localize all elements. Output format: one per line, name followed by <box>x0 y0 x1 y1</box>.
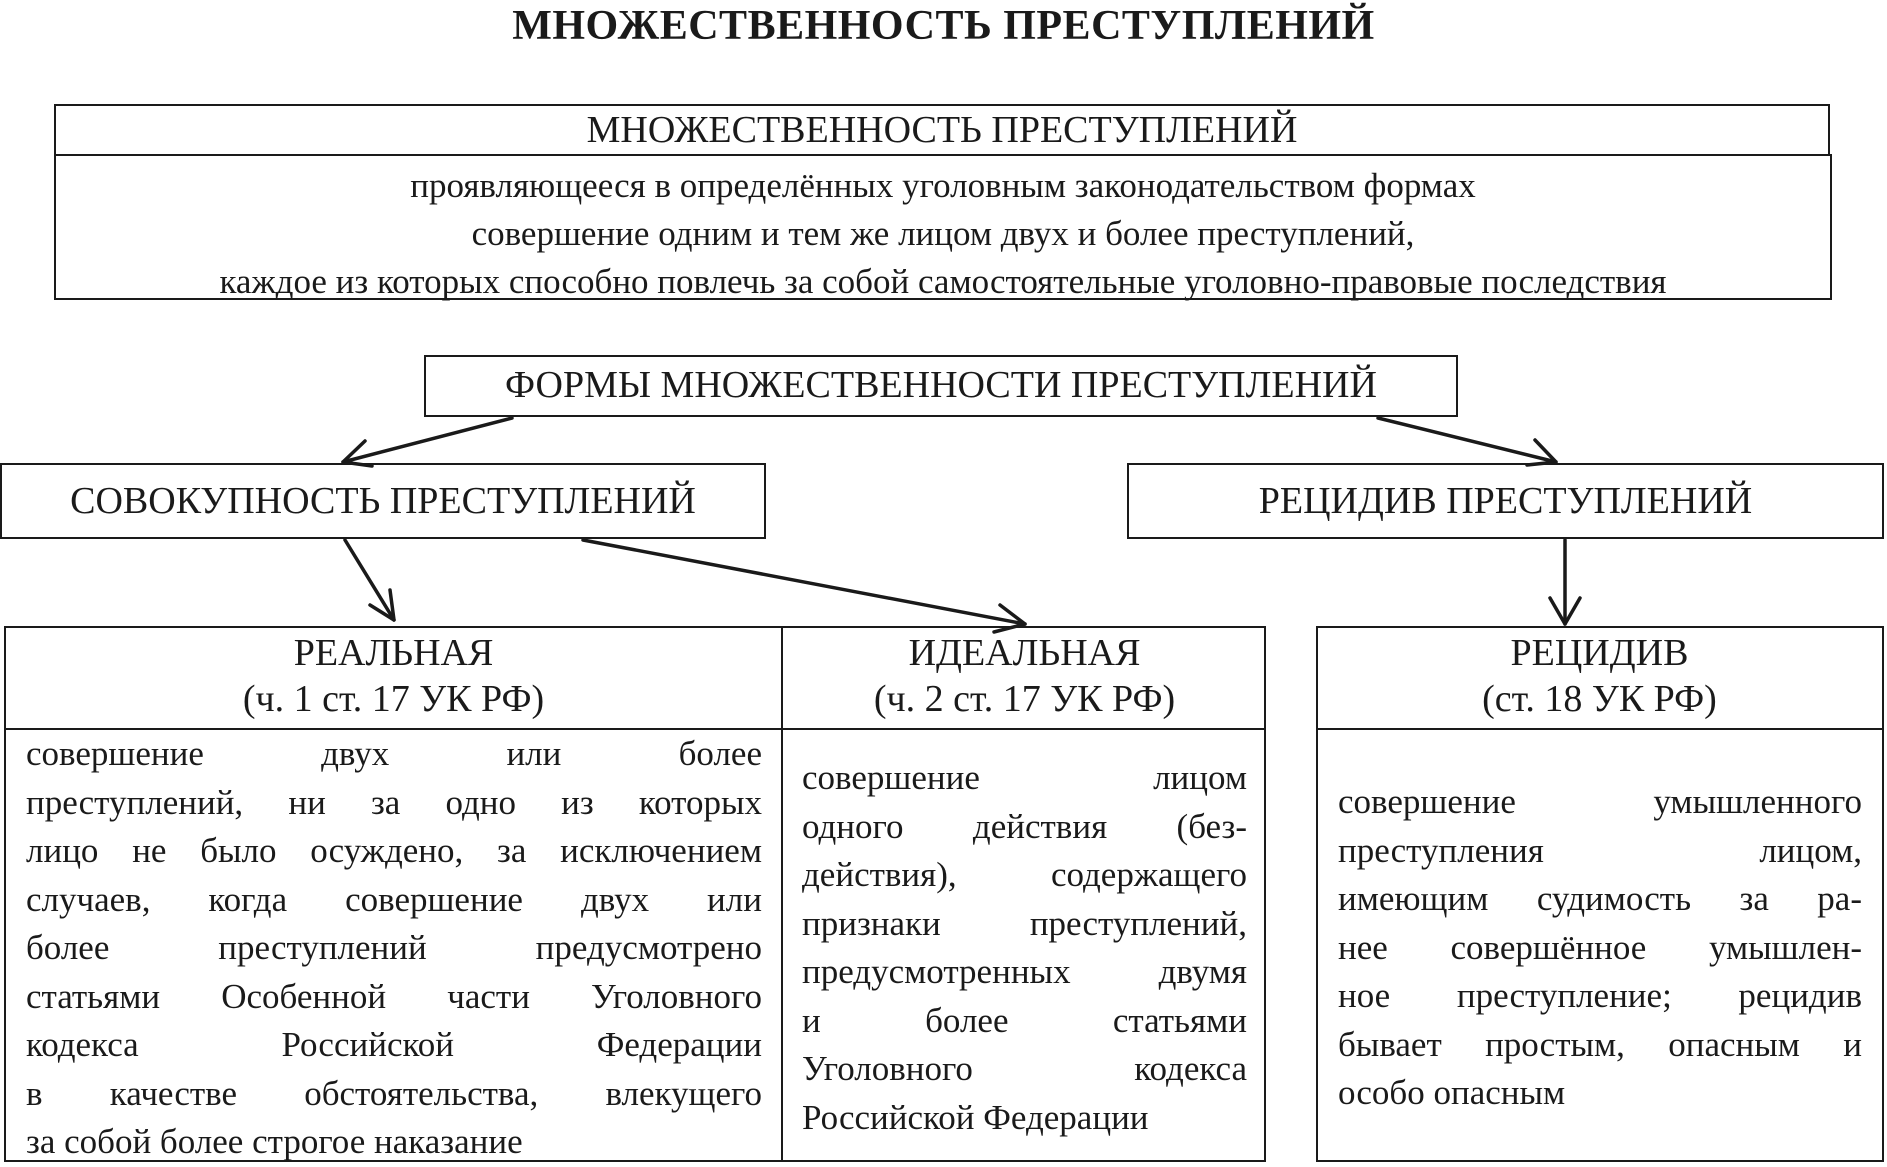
arrow-recidivism-to-recidiv <box>1550 540 1580 624</box>
definition-line: проявляющееся в определённых уголовным законодательством формах <box>410 166 1476 205</box>
real-line: преступлений, ни за одно из которых <box>26 782 762 822</box>
definition-line: совершение одним и тем же лицом двух и более преступлений, <box>471 214 1415 253</box>
page-title: МНОЖЕСТВЕННОСТЬ ПРЕСТУПЛЕНИЙ <box>512 3 1375 49</box>
recidivism-box: РЕЦИДИВ ПРЕСТУПЛЕНИЙ <box>1127 463 1884 539</box>
real-line: кодекса Российской Федерации <box>26 1025 762 1064</box>
real-title: РЕАЛЬНАЯ <box>293 632 494 674</box>
ideal-line: предусмотренных двумя <box>802 952 1247 991</box>
ideal-title: ИДЕАЛЬНАЯ <box>908 632 1141 674</box>
ideal-line: признаки преступлений, <box>802 903 1247 943</box>
forms-box: ФОРМЫ МНОЖЕСТВЕННОСТИ ПРЕСТУПЛЕНИЙ <box>424 355 1458 417</box>
real-line: за собой более строгое наказание <box>26 1122 523 1161</box>
recidivism-line: бывает простым, опасным и <box>1338 1024 1862 1064</box>
ideal-line: Российской Федерации <box>802 1097 1149 1137</box>
real-line: статьями Особенной части Уголовного <box>26 976 762 1016</box>
recidivism-title: РЕЦИДИВ <box>1510 632 1689 674</box>
aggregate-box: СОВОКУПНОСТЬ ПРЕСТУПЛЕНИЙ <box>0 463 766 539</box>
recidivism-line: совершение умышленного <box>1338 782 1862 821</box>
recidivism-ref: (ст. 18 УК РФ) <box>1482 678 1717 720</box>
ideal-line: действия), содержащего <box>802 855 1247 894</box>
arrow-forms-to-recidivism <box>1378 418 1556 465</box>
recidivism-line: преступления лицом, <box>1338 830 1862 870</box>
real-ref: (ч. 1 ст. 17 УК РФ) <box>242 678 545 720</box>
definition-line: каждое из которых способно повлечь за собой самостоятельные уголовно-правовые последствия <box>219 262 1667 301</box>
real-line: совершение двух или более <box>26 734 762 773</box>
real-line: лицо не было осуждено, за исключением <box>26 831 762 870</box>
recidivism-line: ное преступление; рецидив <box>1338 976 1862 1015</box>
ideal-line: Уголовного кодекса <box>802 1049 1247 1088</box>
definition-header: МНОЖЕСТВЕННОСТЬ ПРЕСТУПЛЕНИЙ <box>54 104 1830 156</box>
ideal-line: и более статьями <box>802 1000 1247 1040</box>
arrow-forms-to-aggregate <box>343 418 512 466</box>
recidivism-line: имеющим судимость за ра- <box>1338 879 1862 918</box>
real-line: более преступлений предусмотрено <box>26 928 762 967</box>
ideal-ref: (ч. 2 ст. 17 УК РФ) <box>873 678 1176 720</box>
recidivism-line: нее совершённое умышлен- <box>1338 927 1862 967</box>
recidivism-line: особо опасным <box>1338 1073 1566 1112</box>
ideal-line: совершение лицом <box>802 758 1247 797</box>
real-line: в качестве обстоятельства, влекущего <box>26 1073 762 1113</box>
arrow-aggregate-to-ideal <box>583 540 1025 632</box>
arrow-aggregate-to-real <box>345 540 394 620</box>
real-line: случаев, когда совершение двух или <box>26 879 762 919</box>
ideal-line: одного действия (без- <box>802 806 1247 846</box>
